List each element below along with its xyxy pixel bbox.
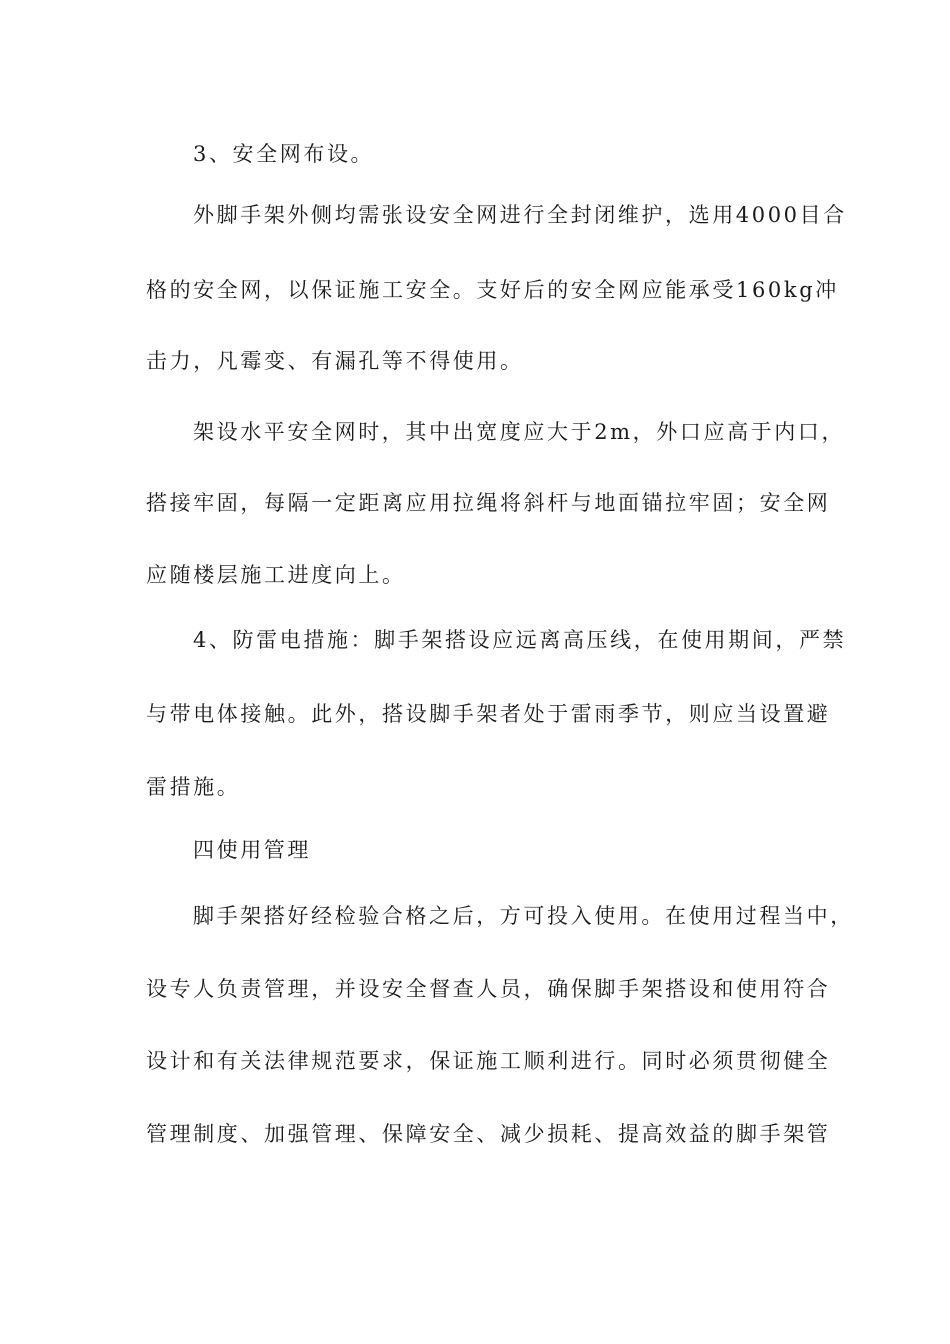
paragraph-line: 击力，凡霉变、有漏孔等不得使用。	[146, 349, 524, 373]
paragraph-line: 搭接牢固，每隔一定距离应用拉绳将斜杆与地面锚拉牢固；安全网	[146, 491, 831, 515]
paragraph-line: 外脚手架外侧均需张设安全网进行全封闭维护，选用4000目合	[193, 203, 847, 227]
paragraph-line: 管理制度、加强管理、保障安全、减少损耗、提高效益的脚手架管	[146, 1122, 831, 1146]
paragraph-line: 雷措施。	[146, 775, 241, 799]
section-heading-safety-net: 3、安全网布设。	[193, 142, 375, 166]
paragraph-line: 与带电体接触。此外，搭设脚手架者处于雷雨季节，则应当设置避	[146, 702, 831, 726]
paragraph-line: 架设水平安全网时，其中出宽度应大于2m，外口应高于内口，	[193, 420, 846, 444]
paragraph-line: 脚手架搭好经检验合格之后，方可投入使用。在使用过程当中，	[193, 904, 854, 928]
paragraph-line: 设计和有关法律规范要求，保证施工顺利进行。同时必须贯彻健全	[146, 1049, 831, 1073]
paragraph-line: 设专人负责管理，并设安全督查人员，确保脚手架搭设和使用符合	[146, 977, 831, 1001]
paragraph-line: 格的安全网，以保证施工安全。支好后的安全网应能承受160kg冲	[146, 278, 839, 302]
section-heading-usage-management: 四使用管理	[193, 838, 311, 862]
section-heading-lightning: 4、防雷电措施：脚手架搭设应远离高压线，在使用期间，严禁	[193, 628, 847, 652]
paragraph-line: 应随楼层施工进度向上。	[146, 563, 406, 587]
